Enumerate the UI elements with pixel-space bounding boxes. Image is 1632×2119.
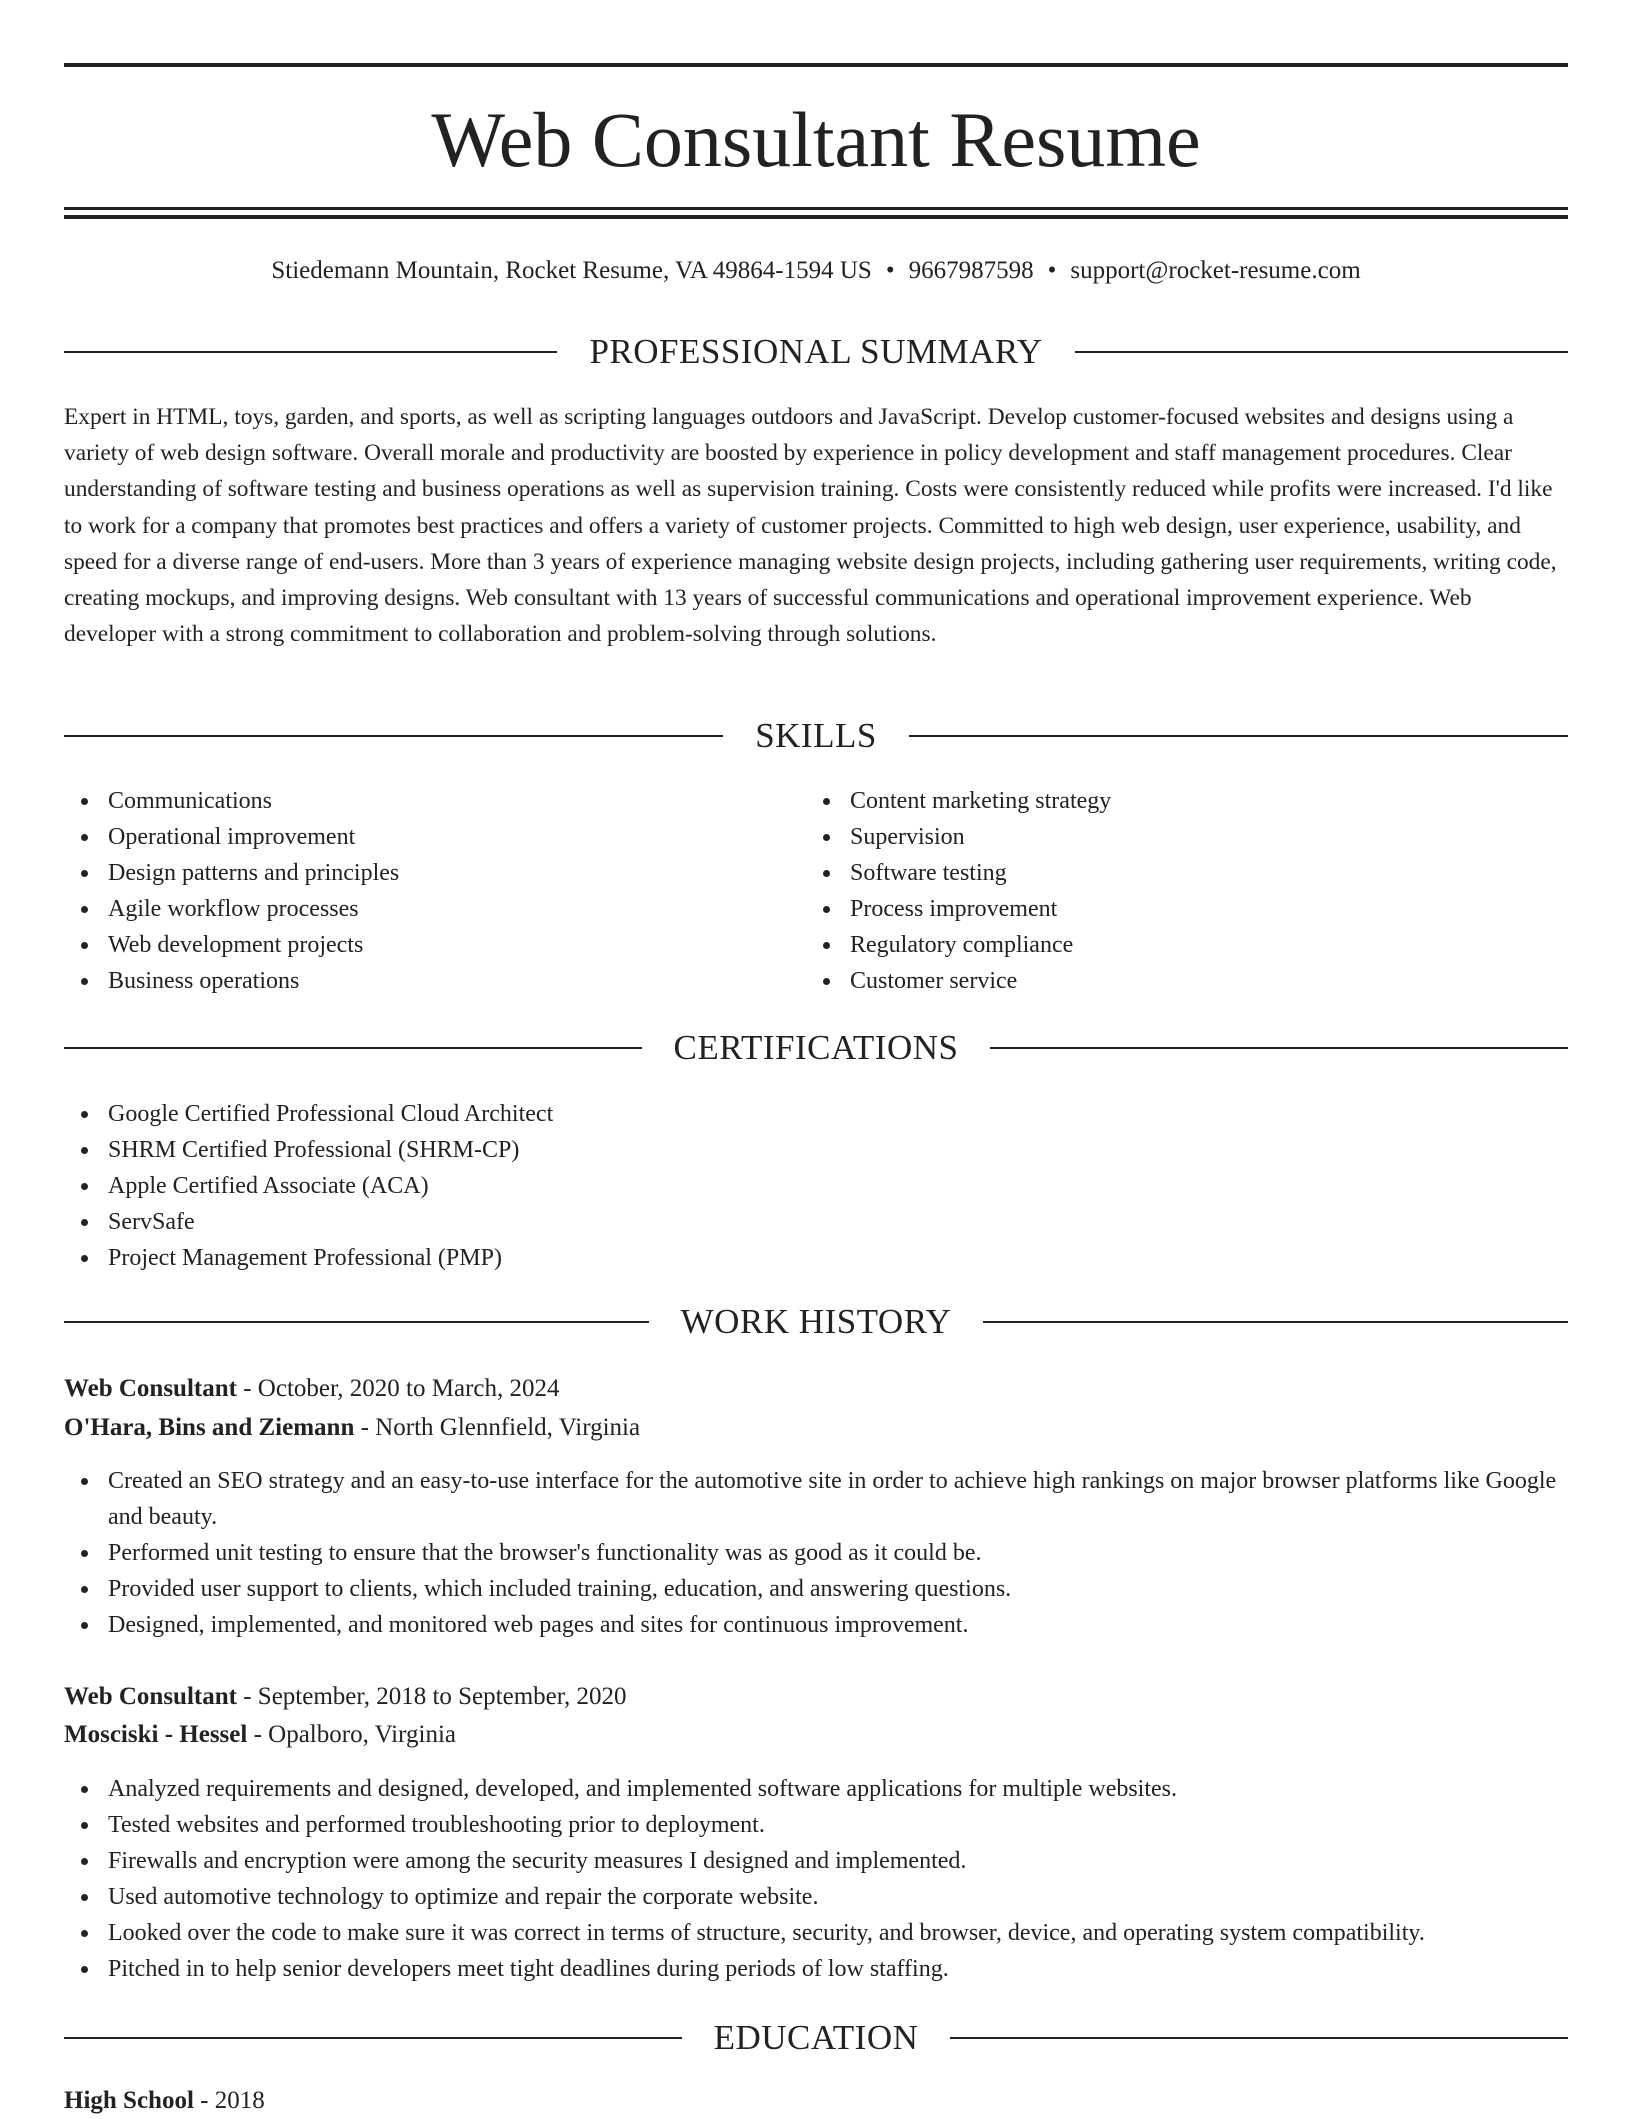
section-heading-label: CERTIFICATIONS [673,1028,959,1067]
skill-item: Customer service [806,963,1566,999]
heading-rule [1075,351,1568,353]
skill-item: Design patterns and principles [64,855,764,891]
section-heading-certifications [64,1026,1568,1070]
section-heading-label: EDUCATION [713,2018,919,2057]
header-double-rule-lower [64,215,1568,219]
section-heading-label: WORK HISTORY [680,1302,952,1341]
job-bullets [64,1463,1568,1643]
job-company: Mosciski - Hessel [64,1721,248,1748]
job-bullet: Performed unit testing to ensure that the browser's functionality was as good as it could be. [64,1535,1568,1571]
heading-rule [64,351,557,353]
section-heading-skills [64,714,1568,758]
skill-item: Agile workflow processes [64,891,764,927]
contact-address: Stiedemann Mountain, Rocket Resume, VA 49864-1594 US [271,257,872,284]
heading-rule [64,1321,649,1323]
certifications-list [64,1096,1568,1276]
job-bullet: Provided user support to clients, which included training, education, and answering questions. [64,1571,1568,1607]
job-bullet: Created an SEO strategy and an easy-to-use interface for the automotive site in order to achieve high rankings on major browser platforms like Google and beauty. [64,1463,1568,1535]
heading-rule [990,1047,1568,1049]
skill-item: Process improvement [806,891,1566,927]
job-bullet: Tested websites and performed troubleshooting prior to deployment. [64,1807,1568,1843]
header-top-rule [64,63,1568,67]
job-title: Web Consultant [64,1375,237,1402]
contact-separator: • [885,257,895,284]
job-bullets [64,1771,1568,1987]
section-heading-summary [64,330,1568,374]
job-bullet: Looked over the code to make sure it was correct in terms of structure, security, and browser, device, and operating system compatibility. [64,1915,1568,1951]
job-title-line [64,1679,1568,1715]
resume-title: Web Consultant Resume [431,96,1201,183]
job-location: - Opalboro, Virginia [253,1721,456,1748]
job-title-line [64,1371,1568,1407]
heading-rule [909,735,1568,737]
skill-item: Software testing [806,855,1566,891]
heading-rule [64,1047,642,1049]
education-year: - 2018 [200,2087,265,2114]
certification-item: SHRM Certified Professional (SHRM-CP) [64,1132,1568,1168]
job-dates: - September, 2018 to September, 2020 [243,1683,627,1710]
certification-item: Google Certified Professional Cloud Architect [64,1096,1568,1132]
skill-item: Regulatory compliance [806,927,1566,963]
skill-item: Communications [64,783,764,819]
job-location: - North Glennfield, Virginia [360,1414,641,1441]
job-company-line [64,1717,1568,1753]
job-company-line [64,1410,1568,1446]
contact-line [64,253,1568,289]
section-heading-label: SKILLS [755,716,877,755]
heading-rule [950,2037,1568,2039]
job-bullet: Designed, implemented, and monitored web pages and sites for continuous improvement. [64,1607,1568,1643]
job-bullet: Analyzed requirements and designed, developed, and implemented software applications for multiple websites. [64,1771,1568,1807]
certification-item: Project Management Professional (PMP) [64,1240,1568,1276]
heading-rule [64,735,723,737]
skill-item: Supervision [806,819,1566,855]
skills-list-right [806,783,1566,999]
contact-email: support@rocket-resume.com [1070,257,1361,284]
certification-item: Apple Certified Associate (ACA) [64,1168,1568,1204]
header-double-rule-upper [64,207,1568,210]
skill-item: Business operations [64,963,764,999]
heading-rule [983,1321,1568,1323]
job-bullet: Pitched in to help senior developers meet tight deadlines during periods of low staffing. [64,1951,1568,1987]
skills-list-left [64,783,764,999]
heading-rule [64,2037,682,2039]
contact-phone: 9667987598 [908,257,1034,284]
section-heading-label: PROFESSIONAL SUMMARY [589,332,1043,371]
section-heading-work-history [64,1300,1568,1344]
job-title: Web Consultant [64,1683,237,1710]
skill-item: Web development projects [64,927,764,963]
section-heading-education [64,2016,1568,2060]
job-bullet: Firewalls and encryption were among the security measures I designed and implemented. [64,1843,1568,1879]
job-bullet: Used automotive technology to optimize and repair the corporate website. [64,1879,1568,1915]
contact-separator: • [1047,257,1057,284]
job-dates: - October, 2020 to March, 2024 [243,1375,560,1402]
education-entry [64,2083,1568,2119]
certification-item: ServSafe [64,1204,1568,1240]
job-company: O'Hara, Bins and Ziemann [64,1414,355,1441]
skill-item: Operational improvement [64,819,764,855]
skill-item: Content marketing strategy [806,783,1566,819]
summary-paragraph: Expert in HTML, toys, garden, and sports, as well as scripting languages outdoors and JavaScript. Develop customer-focused websites and designs using a variety of web design software. Overall morale and productivity are boosted by experience in policy development and staff management procedures. Clear understanding of software testing and business operations as well as supervision training. Costs were consistently reduced while profits were increased. I'd like to work for a company that promotes best practices and offers a variety of customer projects. Committed to high web design, user experience, usability, and speed for a diverse range of end-users. More than 3 years of experience managing website design projects, including gathering user requirements, writing code, creating mockups, and improving designs. Web consultant with 13 years of successful communications and operational improvement experience. Web developer with a strong commitment to collaboration and problem-solving through solutions. [64,404,1557,648]
education-label: High School [64,2087,194,2114]
